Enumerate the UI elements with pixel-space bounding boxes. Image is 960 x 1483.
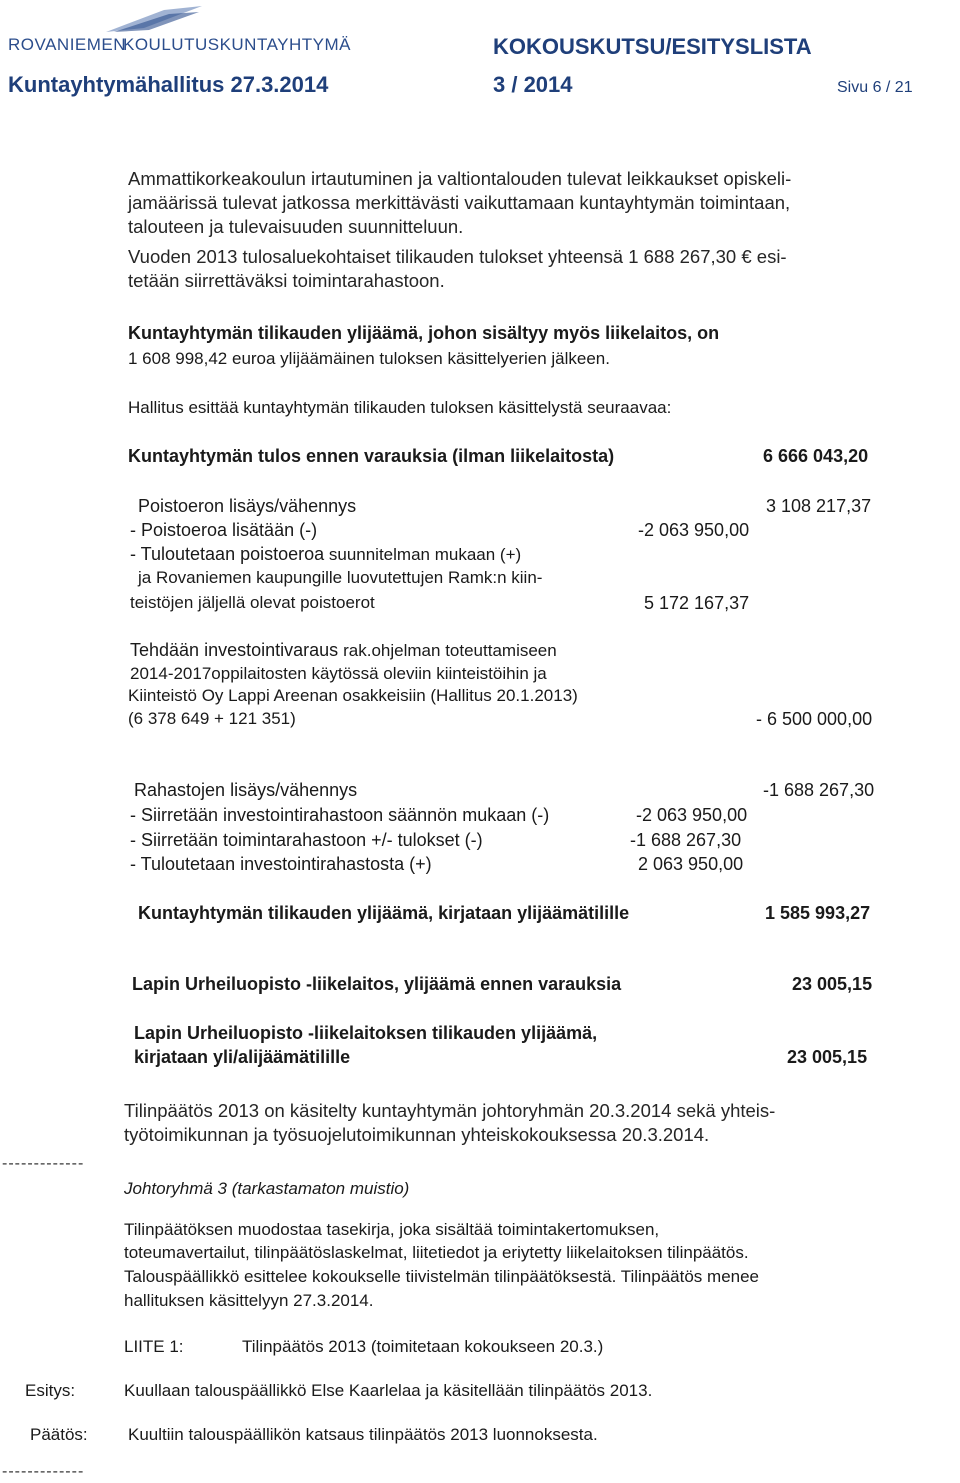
surplus-line-1: Kuntayhtymän tilikauden ylijäämä, johon sisältyy myös liikelaitos, on (128, 323, 720, 343)
proposal-intro: Hallitus esittää kuntayhtymän tilikauden tuloksen käsittelystä seuraavaa: (128, 398, 672, 417)
lapin-row-1-value: 23 005,15 (792, 974, 873, 994)
document-type: KOKOUSKUTSU/ESITYSLISTA (493, 34, 812, 59)
funds-row-2-label: - Siirretään toimintarahastoon +/- tulokset (-) (130, 830, 483, 850)
approval-line-1: Tilinpäätös 2013 on käsitelty kuntayhtymän johtoryhmän 20.3.2014 sekä yhteis- (124, 1100, 776, 1121)
org-name-part2: KOULUTUSKUNTAYHTYMÄ (123, 35, 352, 54)
reserve-line-2: 2014-2017oppilaitosten käytössä oleviin kiinteistöihin ja (130, 664, 547, 683)
funds-value: -1 688 267,30 (763, 780, 875, 800)
intro-line-4: Vuoden 2013 tulosaluekohtaiset tilikauden tulokset yhteensä 1 688 267,30 € esi- (128, 246, 787, 267)
reserve-value: - 6 500 000,00 (756, 709, 873, 729)
statement-line-2: toteumavertailut, tilinpäätöslaskelmat, liitetiedot ja eriytetty liikelaitoksen tilinpäätös. (124, 1243, 749, 1262)
funds-row-2-value: -1 688 267,30 (630, 830, 742, 850)
depreciation-income-line-3: teistöjen jäljellä olevat poistoerot (130, 593, 375, 612)
funds-row-3-value: 2 063 950,00 (638, 854, 744, 874)
depreciation-income-line-2: ja Rovaniemen kaupungille luovutettujen Ramk:n kiin- (138, 568, 543, 587)
lapin-row-2-line-1: Lapin Urheiluopisto -liikelaitoksen tilikauden ylijäämä, (134, 1023, 598, 1043)
org-name-part1: ROVANIEMEN (8, 35, 127, 54)
surplus-final-label: Kuntayhtymän tilikauden ylijäämä, kirjataan ylijäämätilille (138, 903, 630, 923)
funds-row-3-label: - Tuloutetaan investointirahastosta (+) (130, 854, 432, 874)
depreciation-add-value: -2 063 950,00 (638, 520, 750, 540)
proposal-label: Esitys: (25, 1381, 76, 1400)
attachment-label: LIITE 1: (124, 1337, 184, 1356)
lapin-row-1-label: Lapin Urheiluopisto -liikelaitos, ylijäämä ennen varauksia (132, 974, 622, 994)
depreciation-add-label: - Poistoeroa lisätään (-) (130, 520, 318, 540)
depreciation-income-line-1: - Tuloutetaan poistoeroa suunnitelman mukaan (+) (130, 544, 522, 564)
intro-line-2: jamäärissä tulevat jatkossa merkittävästi vaikuttamaan kuntayhtymän toimintaan, (128, 192, 791, 213)
depreciation-label: Poistoeron lisäys/vähennys (138, 496, 357, 516)
intro-line-3: talouteen ja tulevaisuuden suunnitteluun. (128, 216, 464, 237)
attachment-text: Tilinpäätös 2013 (toimitetaan kokoukseen 20.3.) (242, 1337, 604, 1356)
reserve-line-3: Kiinteistö Oy Lappi Areenan osakkeisiin (Hallitus 20.1.2013) (128, 686, 578, 705)
statement-line-3: Talouspäällikkö esittelee kokoukselle tiivistelmän tilinpäätöksestä. Tilinpäätös menee (124, 1267, 760, 1286)
page-number: Sivu 6 / 21 (837, 79, 913, 96)
intro-line-5: tetään siirrettäväksi toimintarahastoon. (128, 270, 445, 291)
approval-line-2: työtoimikunnan ja työsuojelutoimikunnan yhteiskokouksessa 20.3.2014. (124, 1124, 710, 1145)
proposal-text: Kuullaan talouspäällikkö Else Kaarlelaa ja käsitellään tilinpäätös 2013. (124, 1381, 653, 1400)
reserve-line-4: (6 378 649 + 121 351) (128, 709, 296, 728)
logo-mark (104, 4, 204, 39)
funds-row-1-label: - Siirretään investointirahastoon säännön mukaan (-) (130, 805, 550, 825)
reserve-line-1: Tehdään investointivaraus rak.ohjelman toteuttamiseen (130, 640, 557, 660)
separator-top: ------------- (2, 1155, 85, 1172)
statement-line-4: hallituksen käsittelyyn 27.3.2014. (124, 1291, 374, 1310)
funds-row-1-value: -2 063 950,00 (636, 805, 748, 825)
surplus-line-2: 1 608 998,42 euroa ylijäämäinen tuloksen käsittelyerien jälkeen. (128, 349, 610, 368)
meeting-title: Kuntayhtymähallitus 27.3.2014 (8, 72, 329, 97)
decision-label: Päätös: (30, 1425, 88, 1444)
lapin-row-2-value: 23 005,15 (787, 1047, 868, 1067)
issue-number: 3 / 2014 (493, 72, 573, 97)
funds-label: Rahastojen lisäys/vähennys (134, 780, 358, 800)
separator-bottom: ------------- (2, 1463, 85, 1480)
lapin-row-2-line-2: kirjataan yli/alijäämätilille (134, 1047, 351, 1067)
statement-line-1: Tilinpäätöksen muodostaa tasekirja, joka sisältää toimintakertomuksen, (124, 1220, 660, 1239)
surplus-final-value: 1 585 993,27 (765, 903, 871, 923)
decision-text: Kuultiin talouspäällikön katsaus tilinpäätös 2013 luonnoksesta. (128, 1425, 598, 1444)
depreciation-value: 3 108 217,37 (766, 496, 872, 516)
result-before-label: Kuntayhtymän tulos ennen varauksia (ilman liikelaitosta) (128, 446, 615, 466)
intro-line-1: Ammattikorkeakoulun irtautuminen ja valtiontalouden tulevat leikkaukset opiskeli- (128, 168, 792, 189)
management-group: Johtoryhmä 3 (tarkastamaton muistio) (124, 1179, 410, 1198)
result-before-value: 6 666 043,20 (763, 446, 869, 466)
depreciation-income-value: 5 172 167,37 (644, 593, 750, 613)
